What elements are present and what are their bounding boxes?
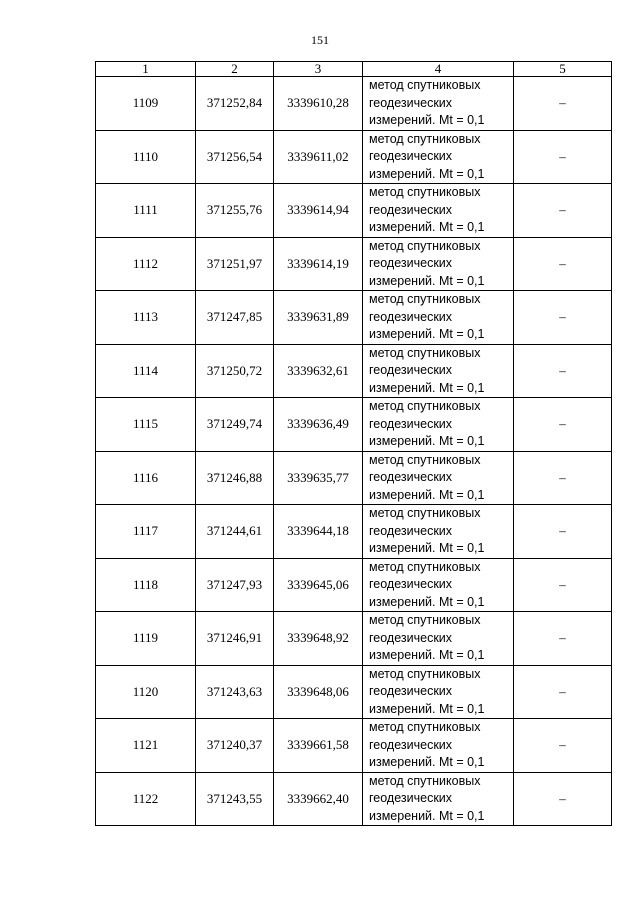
y-coordinate-cell: 3339661,58 — [274, 719, 363, 773]
note-cell: – — [514, 719, 612, 773]
method-line: метод спутниковых — [369, 559, 481, 574]
method-line: геодезических — [369, 416, 453, 431]
method-line: метод спутниковых — [369, 666, 481, 681]
method-line: измерений. Mt = 0,1 — [369, 594, 485, 609]
point-number-cell: 1111 — [96, 184, 196, 238]
method-line: геодезических — [369, 737, 453, 752]
method-line: измерений. Mt = 0,1 — [369, 648, 485, 662]
y-coordinate-cell: 3339614,19 — [274, 237, 363, 291]
method-line: метод спутниковых — [369, 452, 481, 467]
point-number-cell: 1120 — [96, 665, 196, 719]
method-cell — [363, 505, 514, 559]
method-line: геодезических — [369, 149, 453, 163]
table-row — [96, 558, 612, 612]
note-cell: – — [514, 612, 612, 666]
method-line: измерений. Mt = 0,1 — [369, 701, 485, 716]
method-cell — [363, 77, 514, 131]
method-line: геодезических — [369, 523, 453, 538]
y-coordinate-cell: 3339648,06 — [274, 665, 363, 719]
x-coordinate-cell: 371251,97 — [196, 237, 274, 291]
x-coordinate-cell: 371250,72 — [196, 344, 274, 398]
y-coordinate-cell: 3339662,40 — [274, 772, 363, 826]
note-cell: – — [514, 130, 612, 184]
header-col-4: 4 — [363, 62, 514, 77]
method-cell — [363, 665, 514, 719]
y-coordinate-cell: 3339614,94 — [274, 184, 363, 238]
method-line: метод спутниковых — [369, 399, 481, 413]
header-col-3: 3 — [274, 62, 363, 77]
x-coordinate-cell: 371252,84 — [196, 77, 274, 131]
method-line: измерений. Mt = 0,1 — [369, 808, 485, 823]
method-line: метод спутниковых — [369, 292, 481, 306]
y-coordinate-cell: 3339632,61 — [274, 344, 363, 398]
x-coordinate-cell: 371243,55 — [196, 772, 274, 826]
table-row — [96, 719, 612, 773]
method-line: измерений. Mt = 0,1 — [369, 434, 485, 448]
point-number-cell: 1113 — [96, 291, 196, 345]
method-line: измерений. Mt = 0,1 — [369, 166, 485, 181]
method-cell — [363, 184, 514, 238]
y-coordinate-cell: 3339635,77 — [274, 451, 363, 505]
table-row — [96, 665, 612, 719]
point-number-cell: 1117 — [96, 505, 196, 559]
method-line: метод спутниковых — [369, 613, 481, 627]
method-line: метод спутниковых — [369, 185, 481, 199]
method-cell — [363, 719, 514, 773]
point-number-cell: 1121 — [96, 719, 196, 773]
note-cell: – — [514, 505, 612, 559]
x-coordinate-cell: 371240,37 — [196, 719, 274, 773]
method-line: измерений. Mt = 0,1 — [369, 220, 485, 234]
y-coordinate-cell: 3339611,02 — [274, 130, 363, 184]
note-cell: – — [514, 237, 612, 291]
method-line: геодезических — [369, 470, 453, 484]
y-coordinate-cell: 3339610,28 — [274, 77, 363, 131]
table-row — [96, 237, 612, 291]
y-coordinate-cell: 3339648,92 — [274, 612, 363, 666]
method-line: измерений. Mt = 0,1 — [369, 380, 485, 395]
method-line: измерений. Mt = 0,1 — [369, 113, 485, 127]
table-row — [96, 184, 612, 238]
x-coordinate-cell: 371243,63 — [196, 665, 274, 719]
header-col-2: 2 — [196, 62, 274, 77]
note-cell: – — [514, 184, 612, 238]
table-row — [96, 398, 612, 452]
y-coordinate-cell: 3339631,89 — [274, 291, 363, 345]
note-cell: – — [514, 291, 612, 345]
x-coordinate-cell: 371246,91 — [196, 612, 274, 666]
point-number-cell: 1110 — [96, 130, 196, 184]
method-line: геодезических — [369, 202, 453, 217]
method-line: метод спутниковых — [369, 506, 481, 520]
x-coordinate-cell: 371246,88 — [196, 451, 274, 505]
note-cell: – — [514, 558, 612, 612]
table-row — [96, 505, 612, 559]
method-line: метод спутниковых — [369, 720, 481, 734]
method-cell — [363, 772, 514, 826]
table-row — [96, 291, 612, 345]
method-line: измерений. Mt = 0,1 — [369, 541, 485, 555]
point-number-cell: 1118 — [96, 558, 196, 612]
method-line: метод спутниковых — [369, 131, 481, 146]
method-cell — [363, 237, 514, 291]
method-line: геодезических — [369, 577, 453, 591]
x-coordinate-cell: 371255,76 — [196, 184, 274, 238]
note-cell: – — [514, 665, 612, 719]
note-cell: – — [514, 398, 612, 452]
x-coordinate-cell: 371249,74 — [196, 398, 274, 452]
method-cell — [363, 344, 514, 398]
table-row — [96, 612, 612, 666]
method-line: геодезических — [369, 309, 453, 324]
method-line: геодезических — [369, 95, 453, 110]
method-cell — [363, 451, 514, 505]
method-line: геодезических — [369, 630, 453, 645]
table-body — [96, 77, 612, 826]
method-line: геодезических — [369, 684, 453, 698]
x-coordinate-cell: 371247,93 — [196, 558, 274, 612]
method-line: геодезических — [369, 256, 453, 270]
point-number-cell: 1114 — [96, 344, 196, 398]
y-coordinate-cell: 3339644,18 — [274, 505, 363, 559]
method-line: геодезических — [369, 791, 453, 805]
y-coordinate-cell: 3339645,06 — [274, 558, 363, 612]
method-line: измерений. Mt = 0,1 — [369, 273, 485, 288]
point-number-cell: 1119 — [96, 612, 196, 666]
method-line: измерений. Mt = 0,1 — [369, 755, 485, 769]
table-header — [96, 62, 612, 77]
note-cell: – — [514, 344, 612, 398]
header-col-5: 5 — [514, 62, 612, 77]
table-row — [96, 451, 612, 505]
x-coordinate-cell: 371256,54 — [196, 130, 274, 184]
point-number-cell: 1116 — [96, 451, 196, 505]
point-number-cell: 1122 — [96, 772, 196, 826]
page-number: 151 — [311, 33, 329, 47]
method-line: метод спутниковых — [369, 345, 481, 360]
table-row — [96, 344, 612, 398]
coordinates-table — [95, 61, 612, 826]
method-cell — [363, 291, 514, 345]
method-cell — [363, 130, 514, 184]
method-cell — [363, 398, 514, 452]
x-coordinate-cell: 371247,85 — [196, 291, 274, 345]
point-number-cell: 1115 — [96, 398, 196, 452]
method-cell — [363, 558, 514, 612]
note-cell: – — [514, 772, 612, 826]
note-cell: – — [514, 451, 612, 505]
table-row — [96, 772, 612, 826]
header-row — [96, 62, 612, 77]
method-line: метод спутниковых — [369, 238, 481, 253]
method-line: метод спутниковых — [369, 78, 481, 92]
method-line: измерений. Mt = 0,1 — [369, 487, 485, 502]
method-line: метод спутниковых — [369, 773, 481, 788]
x-coordinate-cell: 371244,61 — [196, 505, 274, 559]
note-cell: – — [514, 77, 612, 131]
header-col-1: 1 — [96, 62, 196, 77]
method-cell — [363, 612, 514, 666]
point-number-cell: 1112 — [96, 237, 196, 291]
method-line: измерений. Mt = 0,1 — [369, 327, 485, 341]
table-row — [96, 130, 612, 184]
table-row — [96, 77, 612, 131]
y-coordinate-cell: 3339636,49 — [274, 398, 363, 452]
point-number-cell: 1109 — [96, 77, 196, 131]
method-line: геодезических — [369, 363, 453, 377]
